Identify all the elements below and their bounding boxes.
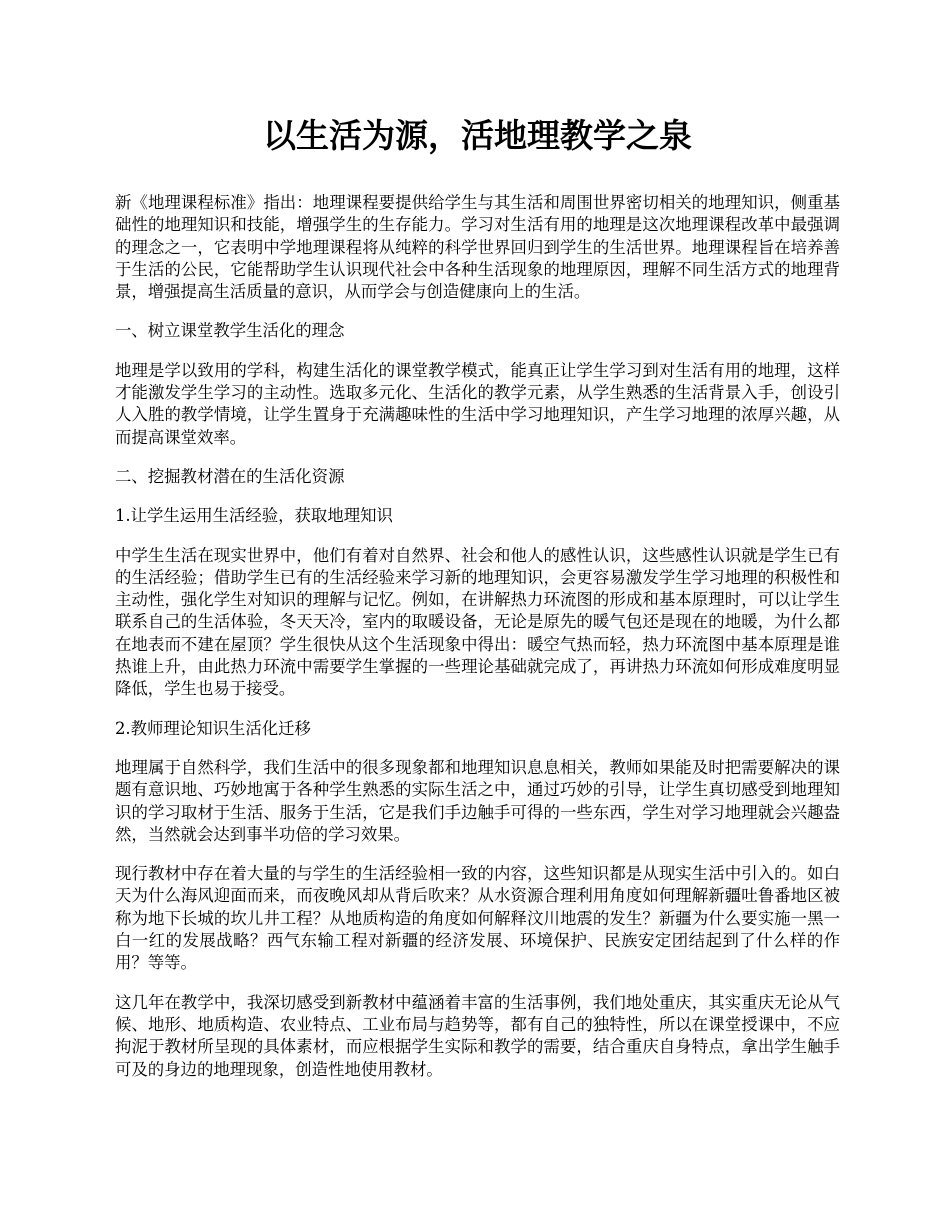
paragraph-subsection-2-2-a: 地理属于自然科学，我们生活中的很多现象都和地理知识息息相关，教师如果能及时把需要解决的课题有意识地、巧妙地寓于各种学生熟悉的实际生活之中，通过巧妙的引导，让学生真切感受到地理知识的学习取材于生活、服务于生活，它是我们手边触手可得的一些东西，学生对学习地理就会兴趣盎然，当然就会达到事半功倍的学习效果。 <box>115 757 840 844</box>
subsection-heading-2-2: 2.教师理论知识生活化迁移 <box>115 718 311 738</box>
section-heading-1: 一、树立课堂教学生活化的理念 <box>115 321 345 341</box>
paragraph-subsection-2-2-b: 现行教材中存在着大量的与学生的生活经验相一致的内容，这些知识都是从现实生活中引入的。如白天为什么海风迎面而来，而夜晚风却从背后吹来？从水资源合理利用角度如何理解新疆吐鲁番地区被称为地下长城的坎儿井工程？从地质构造的角度如何解释汶川地震的发生？新疆为什么要实施一黑一白一红的发展战略？西气东输工程对新疆的经济发展、环境保护、民族安定团结起到了什么样的作用？等等。 <box>115 864 840 973</box>
section-heading-2: 二、挖掘教材潜在的生活化资源 <box>115 466 345 486</box>
paragraph-section-1: 地理是学以致用的学科，构建生活化的课堂教学模式，能真正让学生学习到对生活有用的地理，这样才能激发学生学习的主动性。选取多元化、生活化的教学元素，从学生熟悉的生活背景入手，创设引人入胜的教学情境，让学生置身于充满趣味性的生活中学习地理知识，产生学习地理的浓厚兴趣，从而提高课堂效率。 <box>115 360 840 447</box>
document-page <box>115 110 840 1098</box>
paragraph-subsection-2-1: 中学生生活在现实世界中，他们有着对自然界、社会和他人的感性认识，这些感性认识就是学生已有的生活经验；借助学生已有的生活经验来学习新的地理知识，会更容易激发学生学习地理的积极性和主动性，强化学生对知识的理解与记忆。例如，在讲解热力环流图的形成和基本原理时，可以让学生联系自己的生活体验，冬天天冷，室内的取暖设备，无论是原先的暖气包还是现在的地暖，为什么都在地表而不建在屋顶？学生很快从这个生活现象中得出：暖空气热而轻，热力环流图中基本原理是谁热谁上升，由此热力环流中需要学生掌握的一些理论基础就完成了，再讲热力环流如何形成难度明显降低，学生也易于接受。 <box>115 545 840 699</box>
document-title: 以生活为源，活地理教学之泉 <box>263 116 692 155</box>
paragraph-subsection-2-2-c: 这几年在教学中，我深切感受到新教材中蕴涵着丰富的生活事例，我们地处重庆，其实重庆无论从气候、地形、地质构造、农业特点、工业布局与趋势等，都有自己的独特性，所以在课堂授课中，不应拘泥于教材所呈现的具体素材，而应根据学生实际和教学的需要，结合重庆自身特点，拿出学生触手可及的身边的地理现象，创造性地使用教材。 <box>115 992 840 1079</box>
subsection-heading-2-1: 1.让学生运用生活经验，获取地理知识 <box>115 506 393 526</box>
paragraph-intro: 新《地理课程标准》指出：地理课程要提供给学生与其生活和周围世界密切相关的地理知识，侧重基础性的地理知识和技能，增强学生的生存能力。学习对生活有用的地理是这次地理课程改革中最强调的理念之一，它表明中学地理课程将从纯粹的科学世界回归到学生的生活世界。地理课程旨在培养善于生活的公民，它能帮助学生认识现代社会中各种生活现象的地理原因，理解不同生活方式的地理背景，增强提高生活质量的意识，从而学会与创造健康向上的生活。 <box>115 193 840 302</box>
